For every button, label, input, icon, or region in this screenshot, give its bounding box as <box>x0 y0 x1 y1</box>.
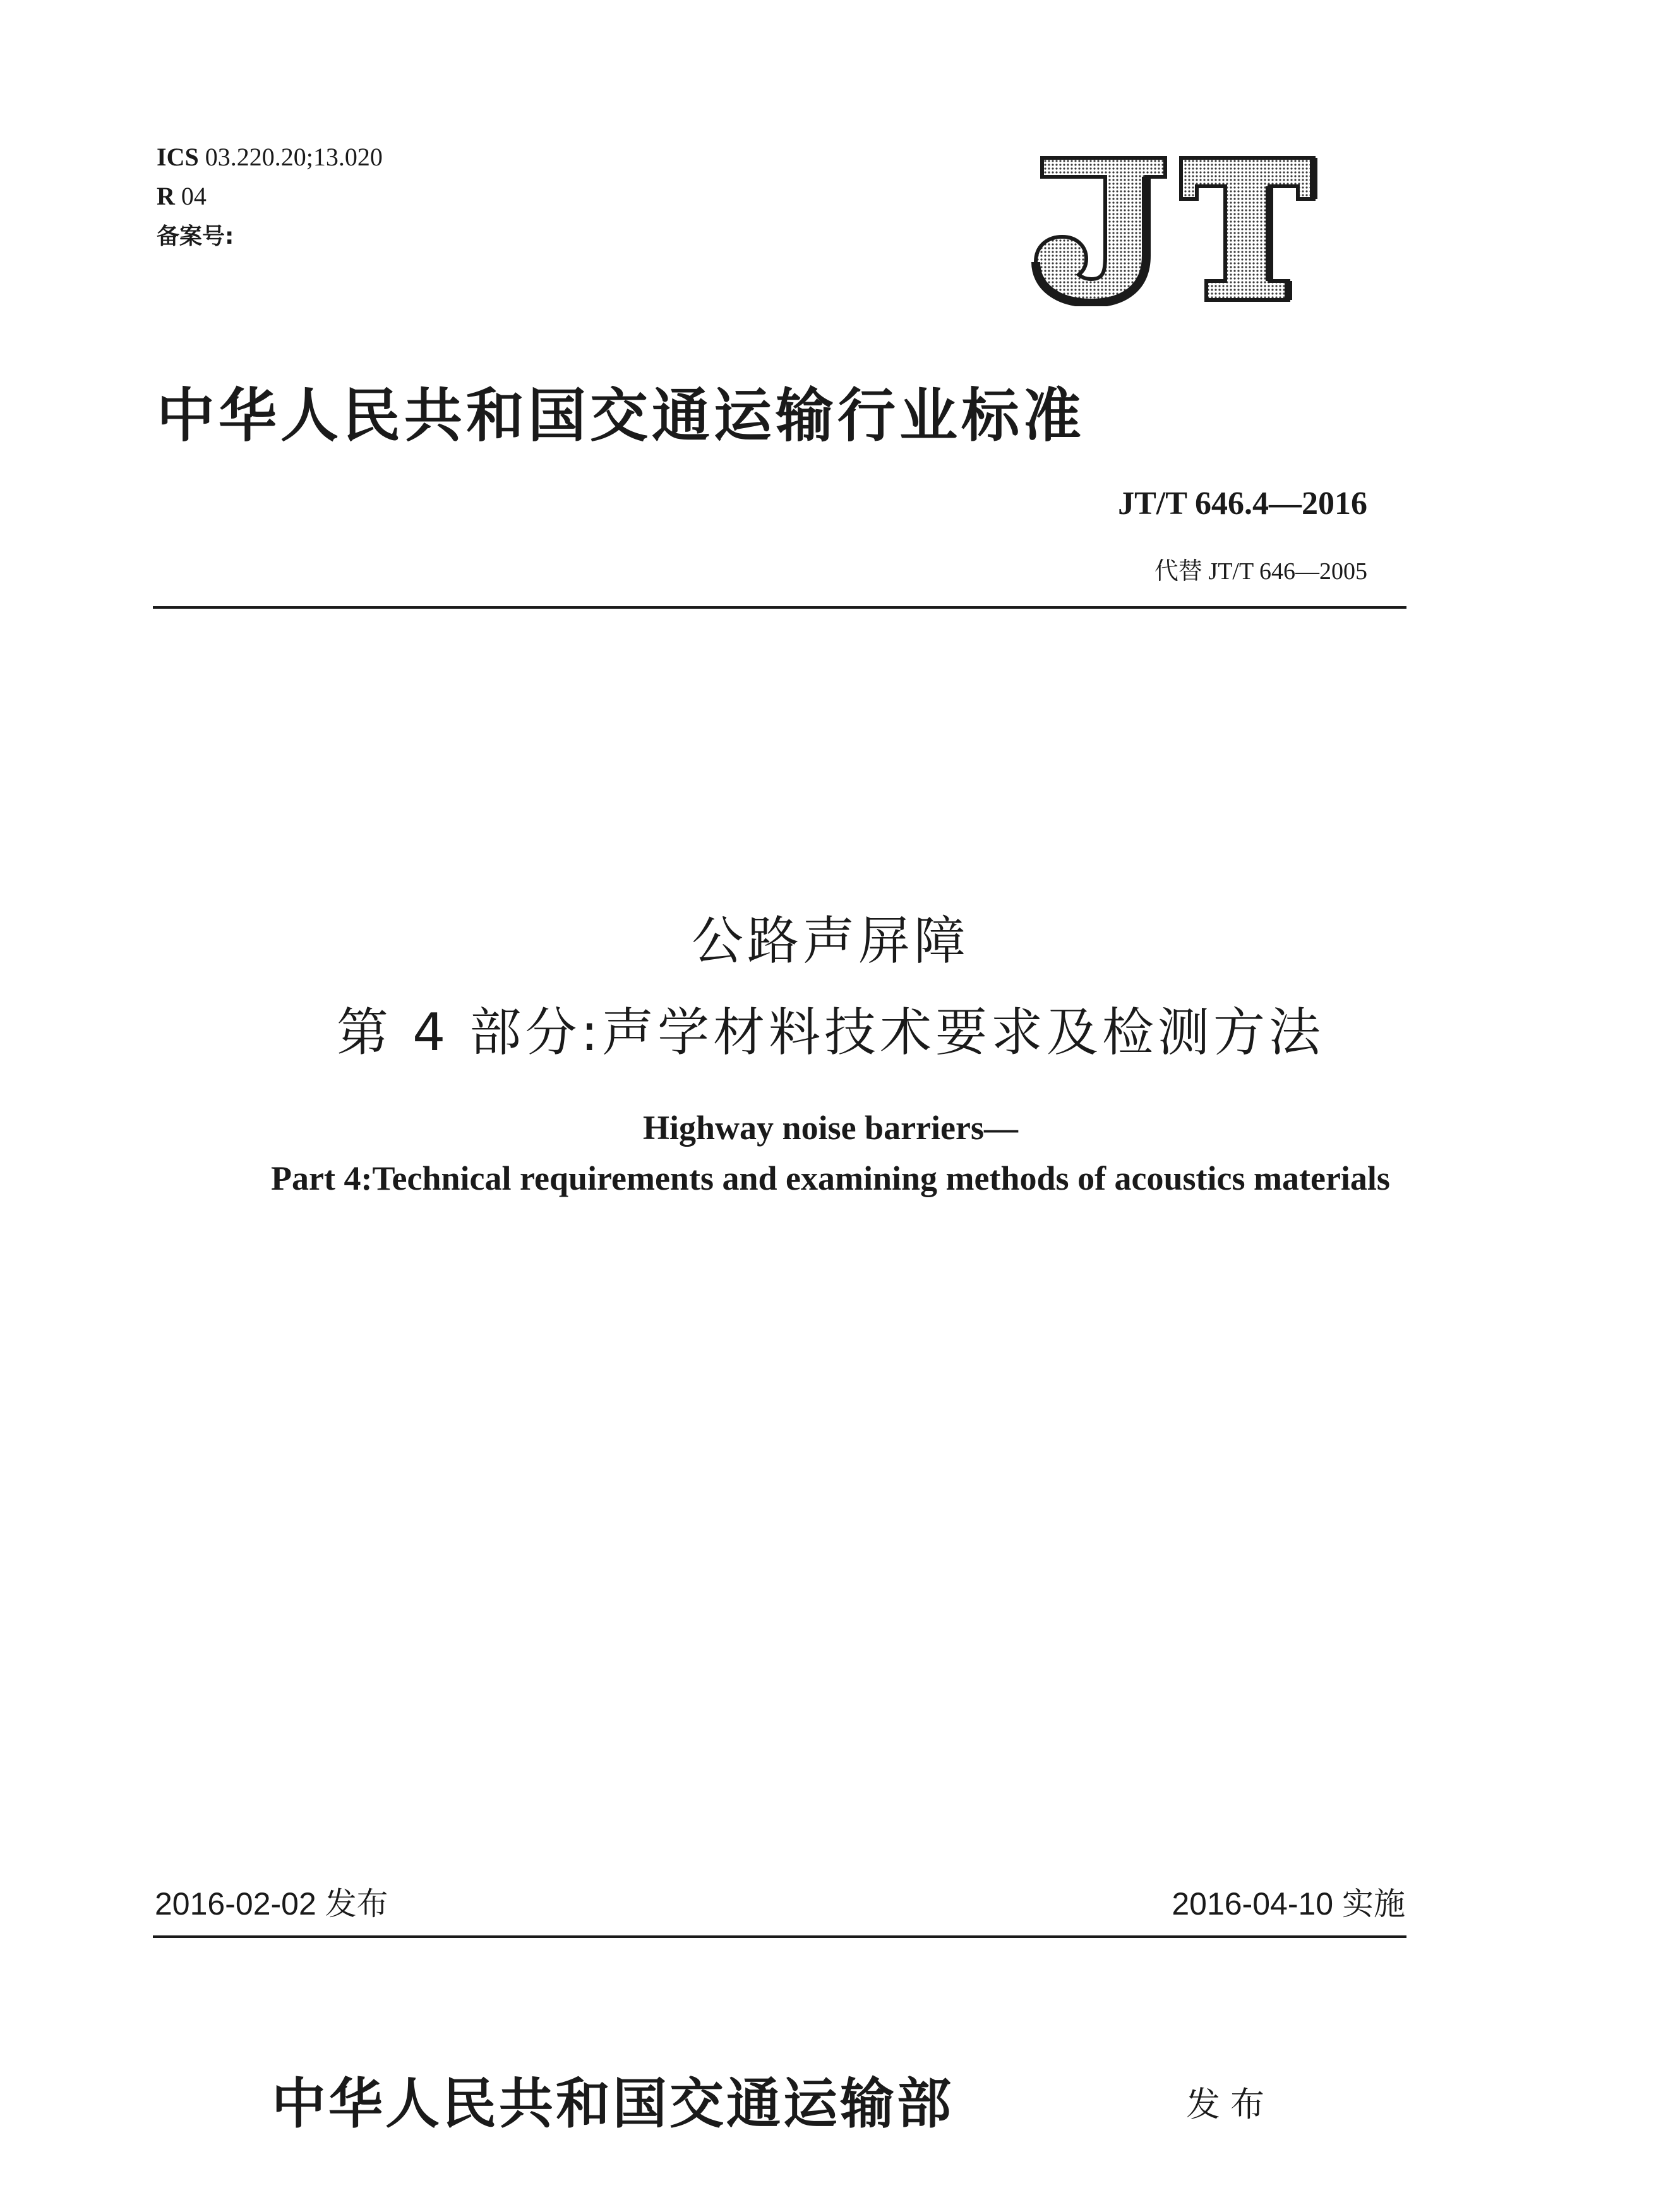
standard-category-title: 中华人民共和国交通运输行业标准 <box>157 382 1086 450</box>
ics-row <box>157 138 383 177</box>
issue-date-label: 发布 <box>325 1886 388 1922</box>
publisher-action: 发布 <box>1186 2084 1274 2124</box>
publisher-name: 中华人民共和国交通运输部 <box>272 2072 954 2136</box>
issue-date-value: 2016-02-02 <box>155 1886 316 1922</box>
title-cn-line1: 公路声屏障 <box>691 911 969 971</box>
bottom-divider <box>153 1935 1406 1938</box>
jt-logo-icon <box>1017 152 1333 306</box>
issue-date <box>155 1879 388 1924</box>
ics-label: ICS <box>157 143 199 171</box>
implement-date-value: 2016-04-10 <box>1172 1886 1334 1922</box>
filing-label: 备案号: <box>157 224 234 249</box>
implement-date-label: 实施 <box>1342 1886 1405 1922</box>
ccs-label: R <box>157 182 175 210</box>
replaces-note: 代替 JT/T 646—2005 <box>1154 558 1367 585</box>
classification-block <box>157 138 383 256</box>
title-en-line2: Part 4:Technical requirements and examining methods of acoustics materials <box>271 1159 1390 1197</box>
top-divider <box>153 606 1406 609</box>
ics-value: 03.220.20;13.020 <box>205 143 383 171</box>
title-cn-line2: 第 4 部分:声学材料技术要求及检测方法 <box>337 1003 1324 1063</box>
ccs-value: 04 <box>181 182 207 210</box>
title-en-line1: Highway noise barriers— <box>643 1109 1018 1147</box>
ccs-row <box>157 177 383 216</box>
standard-code: JT/T 646.4—2016 <box>1118 486 1367 522</box>
implement-date <box>1172 1879 1405 1924</box>
filing-row <box>157 216 383 256</box>
